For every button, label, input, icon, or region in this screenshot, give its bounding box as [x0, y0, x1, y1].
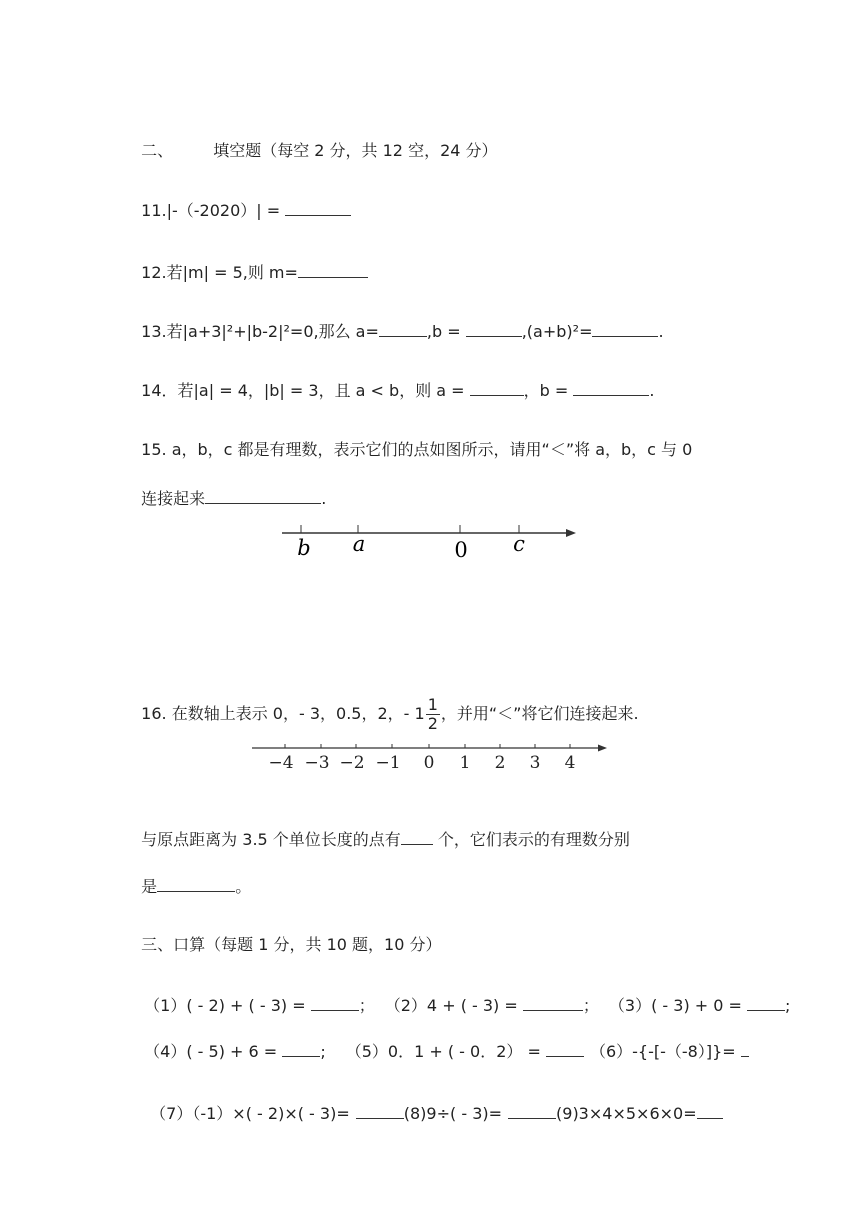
- oral-2-text: （2）4 + ( - 3) =: [384, 996, 523, 1015]
- oral-4-blank[interactable]: [282, 1040, 320, 1057]
- q17-line2-start: 是: [141, 877, 158, 896]
- question-17-line1: [131, 806, 630, 851]
- q15-axis-arrow: [566, 529, 576, 537]
- q16-tick-label: 3: [529, 753, 541, 773]
- q13-blank-b[interactable]: [466, 320, 522, 337]
- q16-tick-label: 2: [494, 753, 506, 773]
- q13-blank-sum[interactable]: [592, 320, 658, 337]
- oral-9-text: (9)3×4×5×6×0=: [556, 1104, 697, 1123]
- q16-fraction-numerator: 1: [427, 695, 438, 714]
- question-14: [131, 357, 655, 402]
- oral-7-blank[interactable]: [356, 1102, 404, 1119]
- oral-row-1: [134, 972, 790, 1017]
- q13-text-4: .: [658, 322, 664, 341]
- q14-text-2: ，b =: [523, 381, 574, 400]
- oral-9-blank[interactable]: [697, 1102, 723, 1119]
- question-15-line1: [131, 417, 692, 461]
- q16-tick-label: 0: [423, 753, 435, 773]
- q17-line2-end: 。: [235, 877, 252, 896]
- oral-8-blank[interactable]: [508, 1102, 556, 1119]
- q13-text-2: ,b =: [426, 322, 466, 341]
- q13-text-3: ,(a+b)²=: [521, 322, 593, 341]
- q17-values-blank[interactable]: [157, 875, 235, 892]
- oral-2-blank[interactable]: [523, 994, 583, 1011]
- oral-3-blank[interactable]: [747, 994, 785, 1011]
- q16-fraction: [426, 696, 440, 733]
- q17-text-2: 个，它们表示的有理数分别: [432, 830, 630, 849]
- oral-row-3: [140, 1080, 723, 1125]
- q17-count-blank[interactable]: [401, 828, 433, 845]
- question-13: [131, 298, 664, 343]
- question-12: [131, 239, 368, 284]
- q16-text-2: ，并用“＜”将它们连接起来.: [440, 704, 639, 723]
- q15-answer-blank[interactable]: [205, 487, 321, 504]
- q15-label-a: a: [352, 532, 366, 556]
- oral-6-blank[interactable]: [741, 1040, 749, 1057]
- question-17-line2: [131, 853, 251, 898]
- q15-line2-text: 连接起来: [141, 489, 206, 508]
- oral-8-text: (8)9÷( - 3)=: [403, 1104, 503, 1123]
- oral-1-end: ；: [358, 996, 375, 1015]
- q14-text-1: 14．若|a| = 4，|b| = 3，且 a < b，则 a =: [141, 381, 470, 400]
- q15-line2-end: .: [321, 489, 327, 508]
- oral-4-text: （4）( - 5) + 6 =: [144, 1042, 283, 1061]
- question-15-line2: [131, 465, 326, 510]
- oral-6-text: （6）-{-[-（-8）]}=: [589, 1042, 741, 1061]
- q16-tick-label: −4: [268, 753, 294, 773]
- section3-heading-text: 三、口算（每题 1 分，共 10 题，10 分）: [141, 935, 442, 954]
- oral-7-text: （7）（-1）×( - 2)×( - 3)=: [150, 1104, 350, 1123]
- section3-heading: [131, 912, 442, 956]
- question-11: [131, 177, 351, 222]
- oral-1-text: （1）( - 2) + ( - 3) =: [144, 996, 311, 1015]
- q15-label-c: c: [513, 532, 525, 556]
- q12-answer-blank[interactable]: [298, 261, 368, 278]
- q15-label-b: b: [297, 536, 311, 560]
- q14-text-3: .: [649, 381, 655, 400]
- q16-tick-label: 4: [564, 753, 576, 773]
- q16-tick-label: −2: [339, 753, 365, 773]
- oral-2-end: ；: [582, 996, 599, 1015]
- q16-text-1: 16. 在数轴上表示 0，- 3，0.5，2，- 1: [141, 704, 425, 723]
- q17-text-1: 与原点距离为 3.5 个单位长度的点有: [141, 830, 401, 849]
- oral-3-text: （3）( - 3) + 0 =: [608, 996, 748, 1015]
- q16-number-line: [248, 735, 618, 780]
- oral-row-2: [134, 1018, 749, 1063]
- oral-5-text: （5）0．1 + ( - 0．2） =: [345, 1042, 546, 1061]
- section2-heading-text: 填空题（每空 2 分，共 12 空，24 分）: [213, 141, 498, 160]
- q16-tick-label: −3: [304, 753, 330, 773]
- q13-blank-a[interactable]: [379, 320, 427, 337]
- q12-text: 12.若|m| = 5,则 m=: [141, 263, 298, 282]
- q16-tick-label: 1: [459, 753, 471, 773]
- q14-blank-b[interactable]: [573, 379, 649, 396]
- section2-heading-number: 二、: [141, 141, 174, 160]
- q16-axis-arrow: [598, 745, 607, 752]
- oral-1-blank[interactable]: [311, 994, 359, 1011]
- q16-tick-label: −1: [375, 753, 401, 773]
- q11-text: 11.|-（-2020）| =: [141, 201, 286, 220]
- q14-blank-a[interactable]: [470, 379, 524, 396]
- q15-line1-text: 15. a，b，c 都是有理数，表示它们的点如图所示，请用“＜”将 a，b，c 与 0: [141, 440, 693, 459]
- oral-5-blank[interactable]: [546, 1040, 584, 1057]
- question-16: [131, 674, 639, 733]
- oral-4-end: ;: [320, 1042, 326, 1061]
- q15-number-line: [270, 515, 590, 565]
- oral-3-end: ;: [785, 996, 791, 1015]
- q16-fraction-denominator: 2: [427, 714, 438, 733]
- q11-answer-blank[interactable]: [285, 199, 351, 216]
- section2-heading: [131, 118, 498, 162]
- q15-label-0: 0: [454, 538, 468, 562]
- q13-text-1: 13.若|a+3|²+|b-2|²=0,那么 a=: [141, 322, 379, 341]
